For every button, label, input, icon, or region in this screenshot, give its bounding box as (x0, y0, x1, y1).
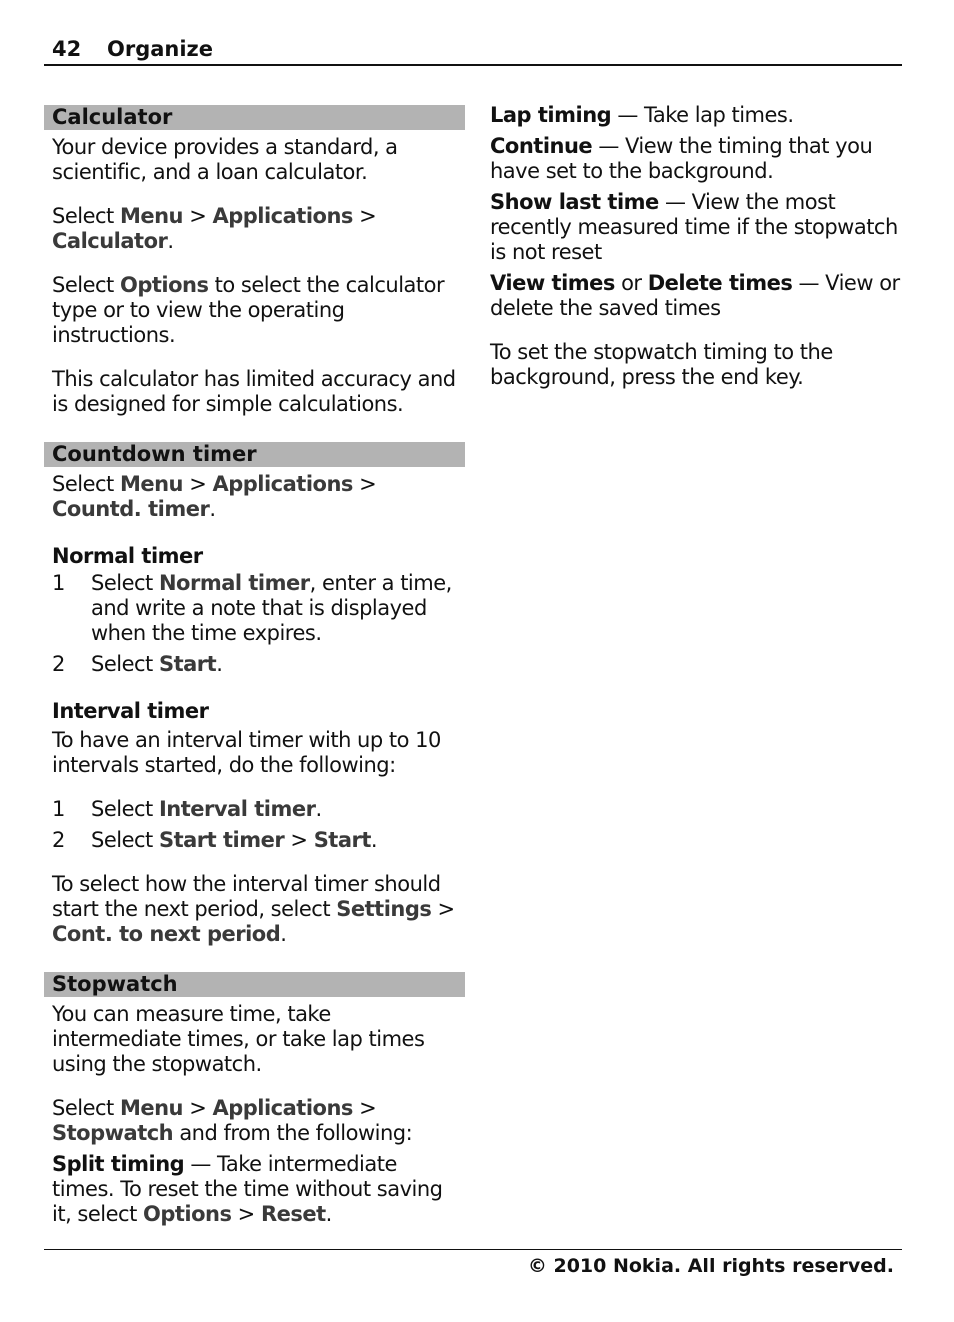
split-timing-item: Split timing — Take intermediate times. To reset the time without saving it, select Options > Reset. (52, 1152, 443, 1226)
right-column (481, 103, 902, 390)
menu-item-settings: Settings (336, 897, 432, 921)
countdown-menu-path: Select Menu > Applications > Countd. timer. (52, 472, 377, 521)
menu-item-reset: Reset (260, 1202, 326, 1226)
page-footer (44, 1249, 902, 1277)
menu-item-start-timer: Start timer (158, 828, 285, 852)
term-continue: Continue (490, 134, 593, 158)
term-view-times: View times (490, 271, 615, 295)
calculator-intro: Your device provides a standard, a scientific, and a loan calculator. (52, 135, 398, 184)
list-item: 1 Select Normal timer, enter a time, and write a note that is displayed when the time expires. (52, 571, 452, 645)
menu-item-start: Start (158, 652, 217, 676)
list-item: 2 Select Start timer > Start. (52, 828, 378, 852)
stopwatch-intro: You can measure time, take intermediate times, or take lap times using the stopwatch. (52, 1002, 425, 1076)
view-times-item: View times or Delete times — View or delete the saved times (490, 271, 900, 320)
page-header (44, 34, 902, 66)
copyright-notice: © 2010 Nokia. All rights reserved. (527, 1255, 894, 1277)
menu-item-applications: Applications (212, 1096, 353, 1120)
show-last-time-item: Show last time — View the most recently measured time if the stopwatch is not reset (490, 190, 898, 264)
left-column (44, 105, 465, 1227)
term-lap-timing: Lap timing (490, 103, 612, 127)
menu-item-applications: Applications (212, 472, 353, 496)
list-item: 2 Select Start. (52, 652, 223, 676)
menu-item-menu: Menu (119, 1096, 184, 1120)
subheading-interval-timer: Interval timer (52, 699, 209, 723)
section-heading-stopwatch: Stopwatch (44, 972, 465, 997)
subheading-normal-timer: Normal timer (52, 544, 203, 568)
chapter-title: Organize (107, 37, 214, 61)
menu-item-calculator: Calculator (52, 229, 168, 253)
section-heading-countdown-timer: Countdown timer (44, 442, 465, 467)
background-note: To set the stopwatch timing to the background, press the end key. (490, 340, 833, 389)
term-split-timing: Split timing (52, 1152, 185, 1176)
menu-item-cont-to-next-period: Cont. to next period (52, 922, 281, 946)
calculator-options-text: Select Options to select the calculator type or to view the operating instructions. (52, 273, 445, 347)
menu-item-options: Options (119, 273, 209, 297)
term-delete-times: Delete times (647, 271, 793, 295)
menu-item-countd-timer: Countd. timer (52, 497, 210, 521)
calculator-menu-path: Select Menu > Applications > Calculator. (52, 204, 377, 253)
menu-item-start: Start (313, 828, 371, 852)
list-item: 1 Select Interval timer. (52, 797, 322, 821)
section-heading-calculator: Calculator (44, 105, 465, 130)
menu-item-menu: Menu (119, 472, 184, 496)
page-number: 42 (52, 37, 82, 61)
lap-timing-item: Lap timing — Take lap times. (490, 103, 794, 127)
calculator-accuracy-note: This calculator has limited accuracy and is designed for simple calculations. (52, 367, 456, 416)
menu-item-interval-timer: Interval timer (158, 797, 316, 821)
continue-item: Continue — View the timing that you have set to the background. (490, 134, 873, 183)
menu-item-menu: Menu (119, 204, 184, 228)
stopwatch-menu-path: Select Menu > Applications > Stopwatch and from the following: (52, 1096, 413, 1145)
menu-item-applications: Applications (212, 204, 353, 228)
term-show-last-time: Show last time (490, 190, 659, 214)
menu-item-options: Options (143, 1202, 232, 1226)
menu-item-stopwatch: Stopwatch (52, 1121, 174, 1145)
interval-intro: To have an interval timer with up to 10 intervals started, do the following: (52, 728, 441, 777)
menu-item-normal-timer: Normal timer (158, 571, 310, 595)
interval-settings-text: To select how the interval timer should start the next period, select Settings > Cont. to next period. (52, 872, 455, 946)
